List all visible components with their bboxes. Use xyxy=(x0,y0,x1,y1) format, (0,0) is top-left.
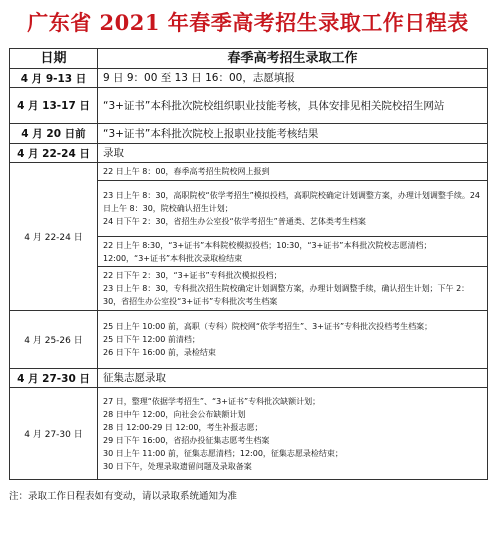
table-row xyxy=(10,311,488,369)
table-row xyxy=(10,369,488,388)
detail-line: 22 日下午 2：30，“3+证书”专科批次模拟投档； xyxy=(103,271,282,280)
block-b-cell xyxy=(98,311,488,369)
detail-line: 28 日中午 12:00，向社会公布缺额计划 xyxy=(103,409,246,419)
detail-line: 30 日上午 11:00 前，征集志愿清档；12:00，征集志愿录检结束； xyxy=(103,448,343,458)
schedule-table xyxy=(9,48,488,480)
block-a-date: 4 月 22-24 日 xyxy=(10,163,98,311)
detail-line: 27 日，整理“依据学考招生”、“3+证书”专科批次缺额计划； xyxy=(103,396,321,406)
table-row xyxy=(10,388,488,480)
detail-line: 24 日下午 2：30，省招生办公室投“依学考招生”普通类、艺体类考生档案 xyxy=(103,217,366,226)
header-content: 春季高考招生录取工作 xyxy=(98,49,488,69)
row-date: 4 月 13-17 日 xyxy=(10,88,98,124)
document-title: 广东省 2021 年春季高考招生录取工作日程表 xyxy=(27,10,469,35)
block-b-date: 4 月 25-26 日 xyxy=(10,311,98,369)
block-a-cell xyxy=(98,267,488,311)
row-text: “3+证书”本科批次院校组织职业技能考核，具体安排见相关院校招生网站 xyxy=(98,88,488,124)
row-text: 9 日 9：00 至 13 日 16：00，志愿填报 xyxy=(98,69,488,88)
row-text: 录取 xyxy=(98,144,488,163)
table-row xyxy=(10,88,488,124)
row-date: 4 月 22-24 日 xyxy=(10,144,98,163)
detail-line: 23 日上午 8：30，高职院校“依学考招生”模拟投档，高职院校确定计划调整方案，办理计划调整手续。24 日上午 8：30，院校确认招生计划； xyxy=(103,191,480,213)
detail-line: 23 日上午 8：30，专科批次招生院校确定计划调整方案，办理计划调整手续，确认招生计划；下午 2：30，省招生办公室投“3+证书”专科批次考生档案 xyxy=(103,284,470,306)
table-row xyxy=(10,124,488,144)
detail-line: 22 日上午 8:30，“3+证书”本科院校模拟投档；10:30，“3+证书”本科批次院校志愿清档；12:00，“3+证书”本科批次录取检结束 xyxy=(103,240,432,263)
detail-line: 28 日 12:00-29 日 12:00，考生补报志愿； xyxy=(103,422,263,432)
table-row xyxy=(10,144,488,163)
footnote: 注：录取工作日程表如有变动，请以录取系统通知为准 xyxy=(9,491,238,502)
block-d-cell xyxy=(98,388,488,480)
table-row xyxy=(10,163,488,181)
block-a-cell xyxy=(98,237,488,267)
row-date: 4 月 20 日前 xyxy=(10,124,98,144)
detail-line: 30 日下午，处理录取遗留问题及录取备案 xyxy=(103,461,252,471)
table-header-row xyxy=(10,49,488,69)
detail-line: 29 日下午 16:00，省招办投征集志愿考生档案 xyxy=(103,435,270,445)
row-text: “3+证书”本科批次院校上报职业技能考核结果 xyxy=(98,124,488,144)
detail-line: 25 日上午 10:00 前，高职（专科）院校网“依学考招生”、3+证书”专科批次投档考生档案； xyxy=(103,322,433,331)
block-a-cell xyxy=(98,163,488,181)
detail-line: 25 日下午 12:00 前清档； xyxy=(103,335,200,344)
detail-line: 26 日下午 16:00 前，录检结束 xyxy=(103,348,216,357)
row-date: 4 月 9-13 日 xyxy=(10,69,98,88)
table-row xyxy=(10,69,488,88)
block-a-cell xyxy=(98,181,488,237)
header-date: 日期 xyxy=(10,49,98,69)
row-text: 征集志愿录取 xyxy=(98,369,488,388)
detail-line: 22 日上午 8：00，春季高考招生院校网上报到 xyxy=(103,167,270,176)
row-date: 4 月 27-30 日 xyxy=(10,369,98,388)
block-d-date: 4 月 27-30 日 xyxy=(10,388,98,480)
